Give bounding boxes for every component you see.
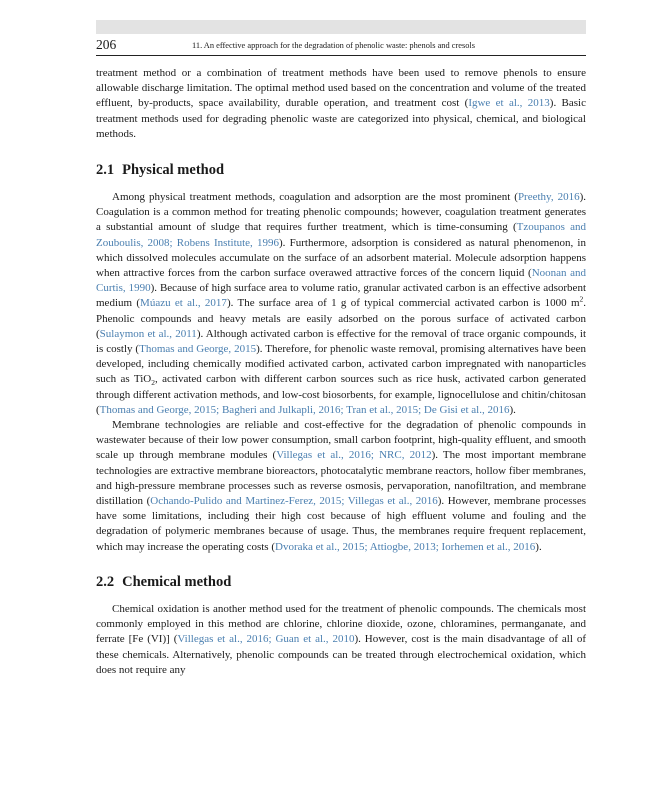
citation-link[interactable]: Thomas and George, 2015; Bagheri and Julkapli, 2016; Tran et al., 2015; De Gisi et al., 2016: [99, 403, 510, 416]
text-run: ). However, cost is the main disadvantage of all of these chemicals. Alternatively, phenolic compounds can be treated through electrochemical oxidation, which does not require any: [96, 633, 586, 676]
text-run: ).: [535, 540, 542, 553]
running-title: 11. An effective approach for the degradation of phenolic waste: phenols and cresols: [192, 41, 476, 50]
citation-link[interactable]: Dvoraka et al., 2015; Attiogbe, 2013; Iorhemen et al., 2016: [275, 540, 536, 553]
text-run: Chemical oxidation is another method used for the treatment of phenolic compounds. The chemicals most commonly employed in this method are chlorine, chlorine dioxide, ozone, chloramines, permanganate, and ferrate [Fe (VI)] (: [96, 602, 586, 646]
text-run: ). The surface area of 1 g of typical commercial activated carbon is 1000 m: [226, 297, 580, 310]
citation-link[interactable]: Preethy, 2016: [517, 191, 580, 204]
subscript: 2: [151, 378, 155, 388]
text-run: ). Basic treatment methods used for degrading phenolic waste are categorized into physical, chemical, and biological methods.: [96, 97, 586, 140]
citation-link[interactable]: Sulaymon et al., 2011: [99, 327, 197, 340]
citation-link[interactable]: Thomas and George, 2015: [139, 343, 257, 356]
section-number: 2.1: [96, 162, 115, 179]
text-run: ). Furthermore, adsorption is considered as natural phenomenon, in which dissolved molecules accumulate on the surface of an adsorbent material. Molecule adsorption happens when attractive forces from the carbon surface overawed attractive forces of the concern liquid (: [96, 236, 586, 280]
text-run: . Phenolic compounds and heavy metals are easily adsorbed on the porous surface of activated carbon (: [96, 297, 586, 340]
citation-link[interactable]: Villegas et al., 2016; NRC, 2012: [276, 449, 432, 462]
text-run: ).: [509, 403, 516, 416]
citation-link[interactable]: Múazu et al., 2017: [140, 297, 227, 310]
paragraph-chemical-1: [96, 602, 586, 678]
section-number: 2.2: [96, 573, 115, 590]
running-header: [96, 37, 586, 56]
citation-link[interactable]: Villegas et al., 2016; Guan et al., 2010: [177, 633, 355, 646]
text-run: ). Therefore, for phenolic waste removal, promising alternatives have been developed, including chemically modified activated carbon, activated carbon impregnated with nanoparticles such as TiO: [96, 343, 586, 386]
text-run: Among physical treatment methods, coagulation and adsorption are the most prominent (: [112, 191, 518, 204]
text-run: Membrane technologies are reliable and cost-effective for the degradation of phenolic compounds in wastewater because of their low power consumption, small carbon footprint, high-quality effluent, and smooth scale up through membrane modules (: [96, 419, 586, 462]
header-bar: [96, 20, 586, 34]
text-run: , activated carbon with different carbon sources such as rice husk, activated carbon generated through different activation methods, and low-cost biosorbents, for example, lignocellulose and chitin/chitosan (: [96, 373, 586, 416]
citation-link[interactable]: Ochando-Pulido and Martinez-Ferez, 2015; Villegas et al., 2016: [150, 495, 438, 508]
text-run: ). The most important membrane technologies are extractive membrane bioreactors, photocatalytic membrane reactors, hollow fiber membranes, and high-pressure membrane processes such as reverse osmosis, pervaporation, nanofiltration, and membrane distillation (: [96, 449, 586, 508]
section-heading-chemical: [96, 573, 586, 591]
page-number: 206: [96, 37, 117, 52]
citation-link[interactable]: Igwe et al., 2013: [468, 97, 550, 110]
paragraph-physical-2: [96, 418, 586, 555]
text-run: ). However, membrane processes have some limitations, including their high cost because of high effluent volume and fouling and the degradation of polymeric membranes because of usage. Thus, the membranes require frequent replacement, which may increase the operating costs (: [96, 495, 586, 553]
intro-paragraph: [96, 66, 586, 142]
section-heading-physical: [96, 161, 586, 179]
text-run: ). Because of high surface area to volume ratio, granular activated carbon is an effective adsorbent medium (: [96, 282, 586, 310]
text-run: ). Although activated carbon is effective for the removal of trace organic compounds, it is costly (: [96, 327, 586, 356]
citation-link[interactable]: Noonan and Curtis, 1990: [96, 267, 586, 295]
text-run: treatment method or a combination of treatment methods have been used to remove phenols to ensure allowable discharge limitation. The optimal method used based on the concentration and volume of the treated effluent, by-products, space availability, durable operation, and treatment cost (: [96, 67, 586, 110]
section-title: Chemical method: [122, 573, 232, 590]
text-run: ). Coagulation is a common method for treating phenolic compounds; however, coagulation treatment generates a substantial amount of sludge that requires further treatment, which is time-consuming (: [96, 191, 586, 234]
page-body: [96, 66, 586, 678]
superscript: 2: [579, 294, 584, 304]
citation-link[interactable]: Tzoupanos and Zouboulis, 2008; Robens Institute, 1996: [96, 221, 586, 249]
section-title: Physical method: [122, 162, 225, 179]
paragraph-physical-1: [96, 190, 586, 418]
